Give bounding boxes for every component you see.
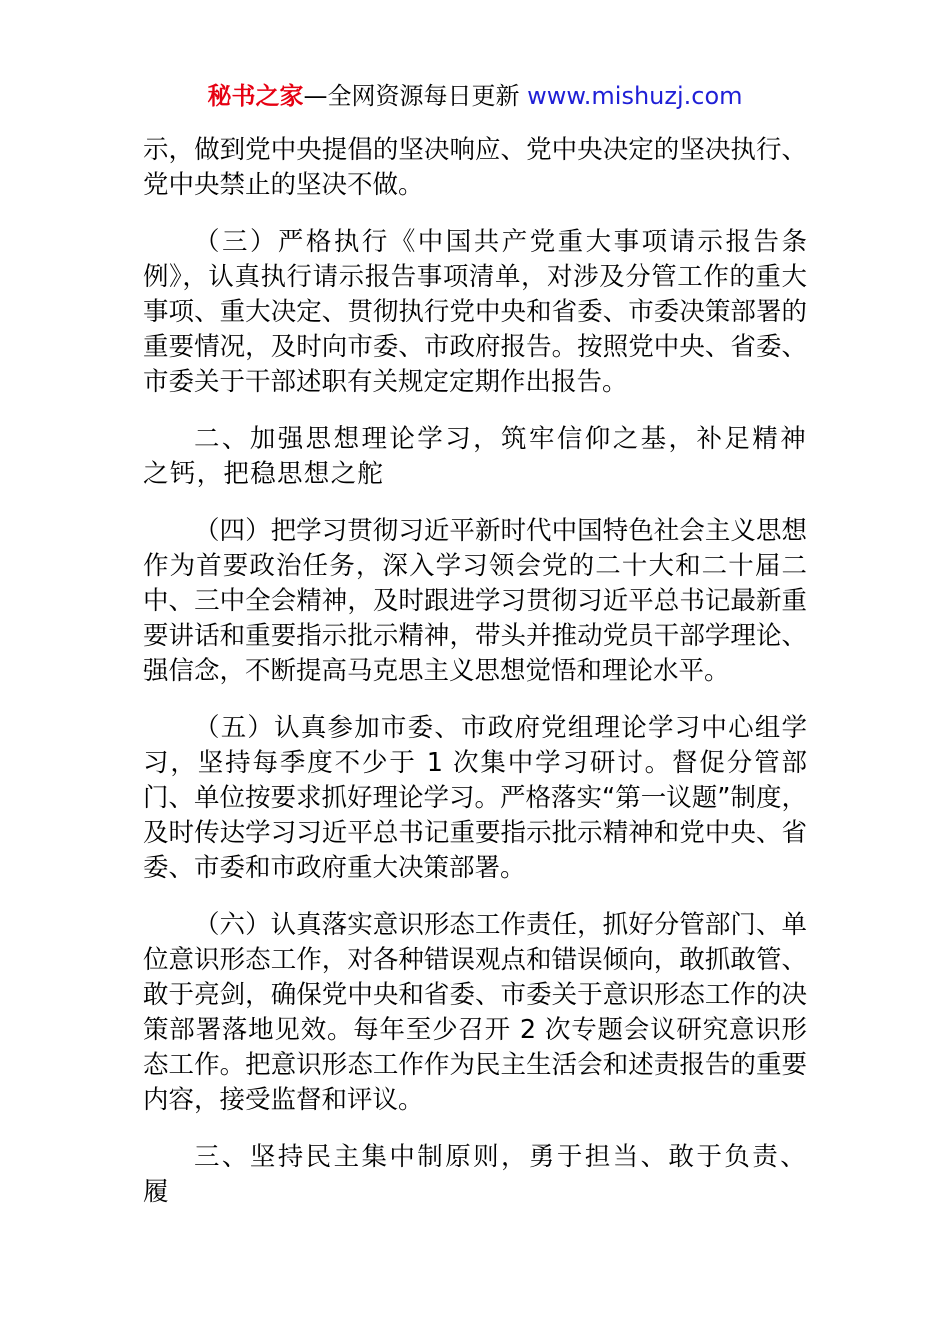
- section-heading-3: 三、坚持民主集中制原则，勇于担当、敢于负责、履: [143, 1142, 807, 1207]
- brand-name: 秘书之家: [207, 82, 304, 110]
- section-heading-2: 二、加强思想理论学习，筑牢信仰之基，补足精神之钙，把稳思想之舵: [143, 424, 807, 489]
- paragraph-item-4: （四）把学习贯彻习近平新时代中国特色社会主义思想作为首要政治任务，深入学习领会党的二十大和二十届二中、三中全会精神，及时跟进学习贯彻习近平总书记最新重要讲话和重要指示批示精神，带头并推动党员干部学理论、强信念，不断提高马克思主义思想觉悟和理论水平。: [143, 516, 807, 686]
- document-body: [143, 133, 807, 1232]
- paragraph-item-3: （三）严格执行《中国共产党重大事项请示报告条例》，认真执行请示报告事项清单，对涉及分管工作的重大事项、重大决定、贯彻执行党中央和省委、市委决策部署的重要情况，及时向市委、市政府报告。按照党中央、省委、市委关于干部述职有关规定定期作出报告。: [143, 227, 807, 397]
- paragraph-continuation: 示，做到党中央提倡的坚决响应、党中央决定的坚决执行、党中央禁止的坚决不做。: [143, 135, 807, 200]
- paragraph-item-5: （五）认真参加市委、市政府党组理论学习中心组学习，坚持每季度不少于 1 次集中学习研讨。督促分管部门、单位按要求抓好理论学习。严格落实“第一议题”制度，及时传达学习习近平总书记重要指示批示精神和党中央、省委、市委和市政府重大决策部署。: [143, 713, 807, 883]
- site-header: [0, 80, 950, 112]
- header-tagline: —全网资源每日更新: [303, 82, 528, 110]
- paragraph-item-6: （六）认真落实意识形态工作责任，抓好分管部门、单位意识形态工作，对各种错误观点和错误倾向，敢抓敢管、敢于亮剑，确保党中央和省委、市委关于意识形态工作的决策部署落地见效。每年至少召开 2 次专题会议研究意识形态工作。把意识形态工作作为民主生活会和述责报告的重要内容，接受监督和评议。: [143, 910, 807, 1115]
- site-url-link[interactable]: www.mishuzj.com: [527, 82, 743, 110]
